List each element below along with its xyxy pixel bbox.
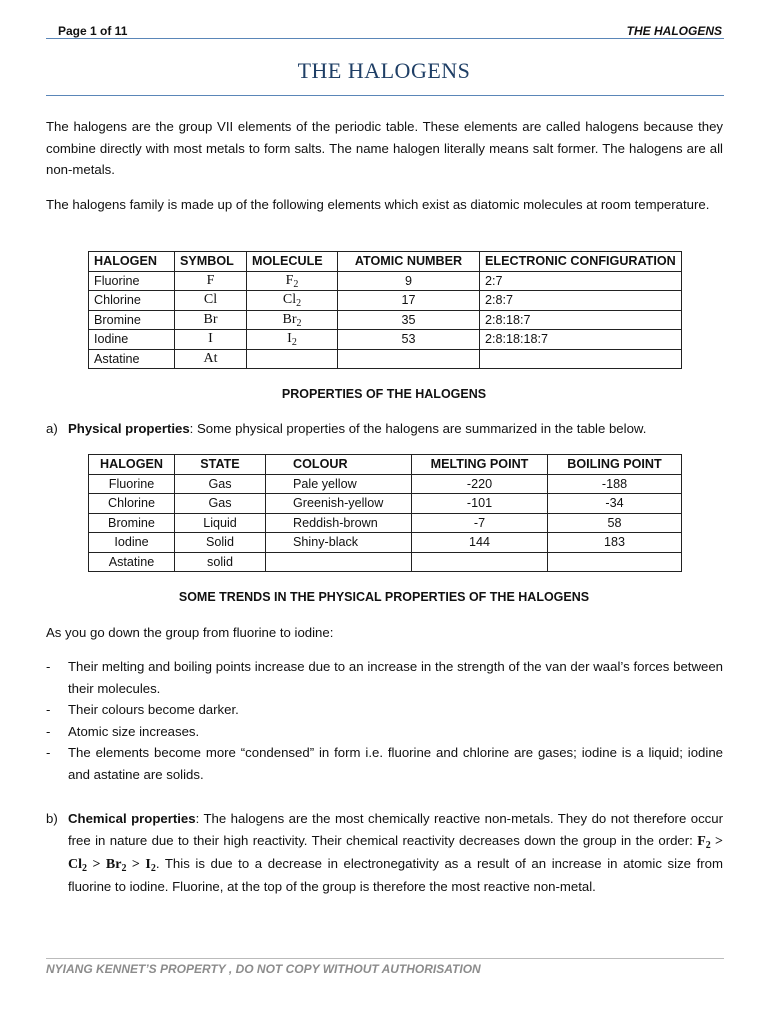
bullet-dash: - <box>46 723 51 739</box>
running-title: THE HALOGENS <box>626 24 722 38</box>
chemical-properties-label: Chemical properties <box>68 811 196 826</box>
table-row <box>89 349 682 369</box>
table-header-row <box>89 455 682 475</box>
column-header: BOILING POINT <box>548 455 682 475</box>
halogen-cell: Bromine <box>89 513 175 533</box>
list-item <box>46 721 723 743</box>
trend-text: The elements become more “condensed” in form i.e. fluorine and chlorine are gases; iodine is a liquid; iodine and astatine are solids. <box>68 745 723 782</box>
colour-cell: Shiny-black <box>266 533 412 553</box>
atomic-number-cell: 35 <box>338 310 480 330</box>
element-symbol: I <box>145 857 151 872</box>
footer-notice: NYIANG KENNET’S PROPERTY , DO NOT COPY WITHOUT AUTHORISATION <box>46 962 481 976</box>
molecule-symbol: Cl <box>282 292 297 308</box>
molecule-subscript: 2 <box>296 298 302 310</box>
melting-point-cell: -7 <box>412 513 548 533</box>
halogen-cell: Astatine <box>89 552 175 572</box>
intro-paragraph: The halogens are the group VII elements of the periodic table. These elements are called halogens because they combine directly with most metals to form salts. The name halogen literally means salt former. The halogens are all non-metals. <box>46 119 723 177</box>
subscript: 2 <box>82 863 87 874</box>
bullet-dash: - <box>46 745 51 760</box>
configuration-cell: 2:8:18:7 <box>480 310 682 330</box>
page-number: Page 1 of 11 <box>58 24 128 38</box>
table-row <box>89 474 682 494</box>
table-row <box>89 330 682 350</box>
molecule-cell <box>247 310 338 330</box>
halogen-cell: Bromine <box>89 310 175 330</box>
column-header: COLOUR <box>266 455 412 475</box>
subscript: 2 <box>121 863 127 874</box>
halogen-cell: Astatine <box>89 349 175 369</box>
subscript: 2 <box>150 863 156 874</box>
trends-intro: As you go down the group from fluorine to iodine: <box>46 625 334 640</box>
colour-cell <box>266 552 412 572</box>
column-header: ATOMIC NUMBER <box>338 252 480 272</box>
list-item <box>46 656 723 699</box>
properties-heading: PROPERTIES OF THE HALOGENS <box>281 387 487 401</box>
symbol-cell: At <box>175 349 247 369</box>
atomic-number-cell: 53 <box>338 330 480 350</box>
molecule-subscript: 2 <box>293 278 299 290</box>
element-symbol: F <box>697 834 706 849</box>
table-row <box>89 494 682 514</box>
symbol-cell: F <box>175 271 247 291</box>
greater-than: > <box>126 857 146 872</box>
boiling-point-cell <box>548 552 682 572</box>
column-header: MOLECULE <box>247 252 338 272</box>
configuration-cell: 2:8:18:18:7 <box>480 330 682 350</box>
chemical-properties-paragraph <box>46 808 723 898</box>
chemical-properties <box>46 808 723 898</box>
symbol-cell: Cl <box>175 291 247 311</box>
halogen-cell: Chlorine <box>89 291 175 311</box>
table-row <box>89 533 682 553</box>
atomic-number-cell: 17 <box>338 291 480 311</box>
physical-properties-intro <box>46 418 723 440</box>
table-row <box>89 552 682 572</box>
column-header: HALOGEN <box>89 455 175 475</box>
atomic-number-cell <box>338 349 480 369</box>
molecule-symbol: F <box>285 272 294 288</box>
trend-text: Their colours become darker. <box>68 702 239 717</box>
table-row <box>89 513 682 533</box>
melting-point-cell: -220 <box>412 474 548 494</box>
element-symbol: Cl <box>68 857 82 872</box>
column-header: MELTING POINT <box>412 455 548 475</box>
table-row <box>89 271 682 291</box>
chemical-text-1: : The halogens are the most chemically reactive non-metals. They do not therefore occur free in nature due to their high reactivity. Their chemical reactivity decreases down the group in the order: <box>68 811 723 848</box>
melting-point-cell <box>412 552 548 572</box>
state-cell: solid <box>175 552 266 572</box>
header-rule <box>46 38 724 39</box>
colour-cell: Pale yellow <box>266 474 412 494</box>
molecule-cell <box>247 330 338 350</box>
bullet-dash: - <box>46 659 51 674</box>
boiling-point-cell: 183 <box>548 533 682 553</box>
greater-than: > <box>87 857 106 872</box>
trends-heading: SOME TRENDS IN THE PHYSICAL PROPERTIES OF THE HALOGENS <box>178 590 590 604</box>
molecule-subscript: 2 <box>291 337 297 349</box>
list-marker: a) <box>46 421 58 436</box>
symbol-cell: I <box>175 330 247 350</box>
chemical-text-2: . This is due to a decrease in electronegativity as a result of an increase in atomic size from fluorine to iodine. Fluorine, at the top of the group is therefore the most reactive non-metal. <box>68 856 723 894</box>
column-header: ELECTRONIC CONFIGURATION <box>480 252 682 272</box>
physical-properties-text: : Some physical properties of the halogens are summarized in the table below. <box>189 421 647 436</box>
bullet-dash: - <box>46 702 51 717</box>
subscript: 2 <box>705 840 711 851</box>
melting-point-cell: -101 <box>412 494 548 514</box>
physical-properties-label: Physical properties <box>68 421 190 436</box>
state-cell: Liquid <box>175 513 266 533</box>
halogen-cell: Iodine <box>89 330 175 350</box>
state-cell: Gas <box>175 474 266 494</box>
symbol-cell: Br <box>175 310 247 330</box>
molecule-cell <box>247 349 338 369</box>
molecule-cell <box>247 271 338 291</box>
trend-text: Their melting and boiling points increase due to an increase in the strength of the van der waal’s forces between their molecules. <box>68 659 723 696</box>
title-rule <box>46 95 724 96</box>
element-symbol: Br <box>105 857 122 872</box>
configuration-cell: 2:8:7 <box>480 291 682 311</box>
halogen-cell: Fluorine <box>89 474 175 494</box>
table-header-row <box>89 252 682 272</box>
list-marker: b) <box>46 811 58 826</box>
list-item <box>46 699 723 721</box>
column-header: STATE <box>175 455 266 475</box>
halogens-table <box>88 251 682 369</box>
trend-text: Atomic size increases. <box>68 723 200 739</box>
table-row <box>89 291 682 311</box>
halogen-cell: Iodine <box>89 533 175 553</box>
boiling-point-cell: 58 <box>548 513 682 533</box>
trends-list <box>46 656 723 785</box>
footer-rule <box>46 958 724 959</box>
state-cell: Solid <box>175 533 266 553</box>
molecule-symbol: I <box>287 331 292 347</box>
state-cell: Gas <box>175 494 266 514</box>
family-paragraph: The halogens family is made up of the following elements which exist as diatomic molecules at room temperature. <box>46 197 710 212</box>
boiling-point-cell: -34 <box>548 494 682 514</box>
molecule-symbol: Br <box>282 311 297 327</box>
colour-cell: Reddish-brown <box>266 513 412 533</box>
list-item <box>46 742 723 785</box>
page-title: THE HALOGENS <box>297 58 471 83</box>
melting-point-cell: 144 <box>412 533 548 553</box>
colour-cell: Greenish-yellow <box>266 494 412 514</box>
configuration-cell: 2:7 <box>480 271 682 291</box>
boiling-point-cell: -188 <box>548 474 682 494</box>
column-header: SYMBOL <box>175 252 247 272</box>
halogen-cell: Chlorine <box>89 494 175 514</box>
table-row <box>89 310 682 330</box>
molecule-cell <box>247 291 338 311</box>
physical-properties-table <box>88 454 682 572</box>
halogen-cell: Fluorine <box>89 271 175 291</box>
configuration-cell <box>480 349 682 369</box>
molecule-subscript: 2 <box>296 317 302 329</box>
atomic-number-cell: 9 <box>338 271 480 291</box>
column-header: HALOGEN <box>89 252 175 272</box>
greater-than: > <box>710 834 723 849</box>
